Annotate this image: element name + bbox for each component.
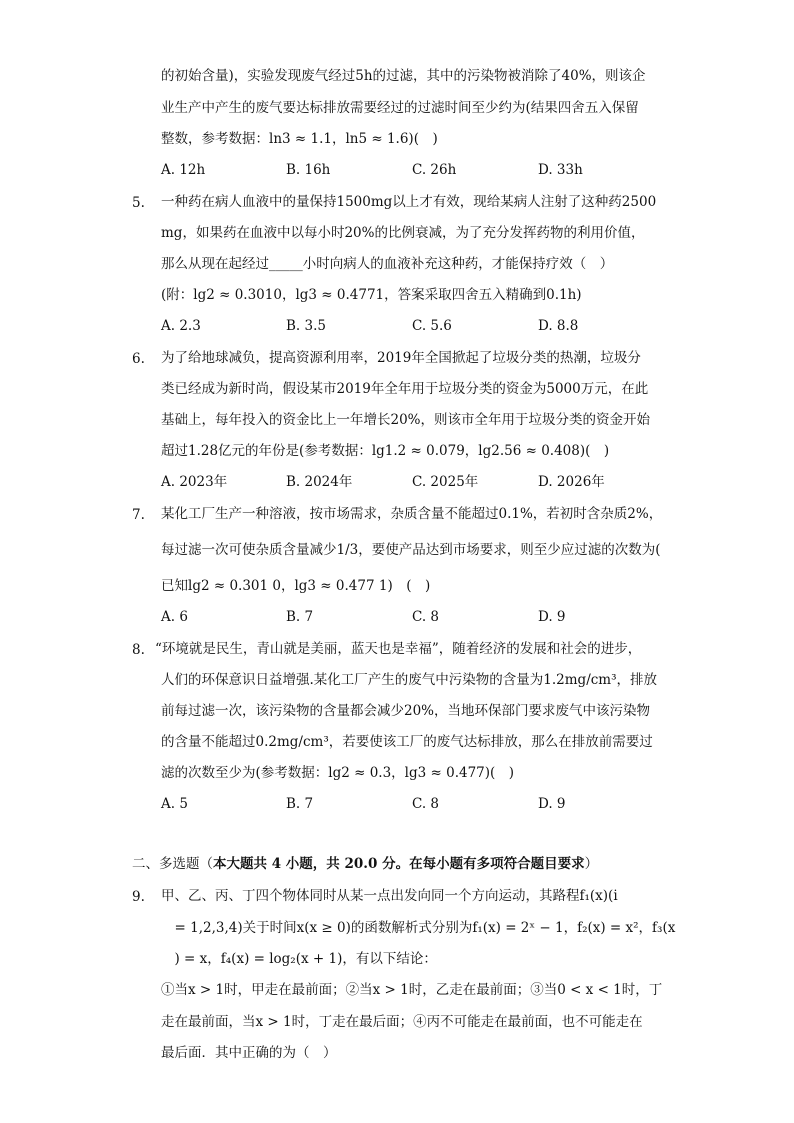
q4-line-1: 的初始含量)，实验发现废气经过5h的过滤，其中的污染物被消除了40%，则该企 [161, 68, 646, 84]
q4-line-2: 业生产中产生的废气要达标排放需要经过的过滤时间至少约为(结果四舍五入保留 [161, 100, 639, 116]
q5-line-1: 一种药在病人血液中的量保持1500mg以上才有效，现给某病人注射了这种药2500 [161, 194, 657, 210]
q7-option-b: B. 7 [286, 609, 314, 625]
q8-option-d: D. 9 [538, 796, 566, 812]
q4-option-c: C. 26h [412, 162, 457, 178]
section-prefix: 二、多选题（ [132, 856, 213, 872]
q8-option-c: C. 8 [412, 796, 440, 812]
section-heading [132, 854, 598, 874]
section-suffix: ） [584, 856, 599, 872]
q6-line-4: 超过1.28亿元的年份是(参考数据：lg1.2 ≈ 0.079，lg2.56 ≈ 0.408)( ) [161, 443, 610, 459]
q8-line-3: 前每过滤一次，该污染物的含量都会减少20%，当地环保部门要求废气中该污染物 [161, 703, 651, 719]
q4-option-b: B. 16h [286, 162, 331, 178]
q5-line-2: mg，如果药在血液中以每小时20%的比例衰减，为了充分发挥药物的利用价值， [161, 225, 645, 241]
q6-line-1: 为了给地球减负，提高资源利用率，2019年全国掀起了垃圾分类的热潮，垃圾分 [161, 350, 641, 366]
q9-line-4: ①当x > 1时，甲走在最前面；②当x > 1时，乙走在最前面；③当0 < x < 1时，丁 [161, 982, 663, 998]
q8-line-4: 的含量不能超过0.2mg/cm³，若要使该工厂的废气达标排放，那么在排放前需要过 [161, 734, 653, 750]
q5-option-a: A. 2.3 [161, 318, 201, 334]
section-description: 本大题共 4 小题，共 20.0 分。在每小题有多项符合题目要求 [213, 856, 585, 872]
q6-line-2: 类已经成为新时尚，假设某市2019年全年用于垃圾分类的资金为5000万元，在此 [161, 381, 649, 397]
q7-option-a: A. 6 [161, 609, 188, 625]
q9-line-2: = 1,2,3,4)关于时间x(x ≥ 0)的函数解析式分别为f₁(x) = 2ˣ − 1，f₂(x) = x²，f₃(x [161, 920, 676, 936]
q5-option-d: D. 8.8 [538, 318, 579, 334]
q7-option-c: C. 8 [412, 609, 440, 625]
q7-line-1: 某化工厂生产一种溶液，按市场需求，杂质含量不能超过0.1%，若初时含杂质2%， [161, 506, 663, 522]
q4-option-a: A. 12h [161, 162, 206, 178]
q5-line-4: (附：lg2 ≈ 0.3010，lg3 ≈ 0.4771，答案采取四舍五入精确到0.1h) [161, 287, 582, 303]
q4-option-d: D. 33h [538, 162, 583, 178]
q6-option-a: A. 2023年 [161, 474, 228, 490]
q6-option-b: B. 2024年 [286, 474, 353, 490]
q7-option-d: D. 9 [538, 609, 566, 625]
q6-line-3: 基础上，每年投入的资金比上一年增长20%，则该市全年用于垃圾分类的资金开始 [161, 412, 651, 428]
q8-line-5: 滤的次数至少为(参考数据：lg2 ≈ 0.3，lg3 ≈ 0.477)( ) [161, 765, 515, 781]
q5-option-c: C. 5.6 [412, 318, 452, 334]
q8-number: 8. [132, 642, 145, 658]
q8-line-2: 人们的环保意识日益增强.某化工厂产生的废气中污染物的含量为1.2mg/cm³，排放 [161, 672, 658, 688]
q7-line-2: 每过滤一次可使杂质含量减少1/3，要使产品达到市场要求，则至少应过滤的次数为( [161, 542, 661, 558]
q7-line-3: 已知lg2 ≈ 0.301 0，lg3 ≈ 0.477 1) ( ) [161, 578, 431, 594]
q6-option-c: C. 2025年 [412, 474, 479, 490]
q9-line-6: 最后面．其中正确的为（ ） [161, 1045, 337, 1061]
q5-number: 5. [132, 195, 145, 211]
q8-option-b: B. 7 [286, 796, 314, 812]
q4-line-3: 整数，参考数据：ln3 ≈ 1.1，ln5 ≈ 1.6)( ) [161, 131, 438, 147]
q9-line-5: 走在最前面，当x > 1时，丁走在最后面；④丙不可能走在最前面，也不可能走在 [161, 1014, 643, 1030]
q7-number: 7. [132, 507, 145, 523]
q9-number: 9. [132, 889, 145, 905]
q9-line-1: 甲、乙、丙、丁四个物体同时从某一点出发向同一个方向运动，其路程f₁(x)(i [161, 888, 618, 904]
q9-line-3: ) = x，f₄(x) = log₂(x + 1)，有以下结论： [161, 951, 437, 967]
q5-line-3: 那么从现在起经过_____小时向病人的血液补充这种药，才能保持疗效（ ） [161, 256, 614, 272]
q8-option-a: A. 5 [161, 796, 188, 812]
q8-line-1: “环境就是民生，青山就是美丽，蓝天也是幸福”，随着经济的发展和社会的进步， [155, 641, 642, 657]
q5-option-b: B. 3.5 [286, 318, 326, 334]
q6-option-d: D. 2026年 [538, 474, 605, 490]
q6-number: 6. [132, 351, 145, 367]
